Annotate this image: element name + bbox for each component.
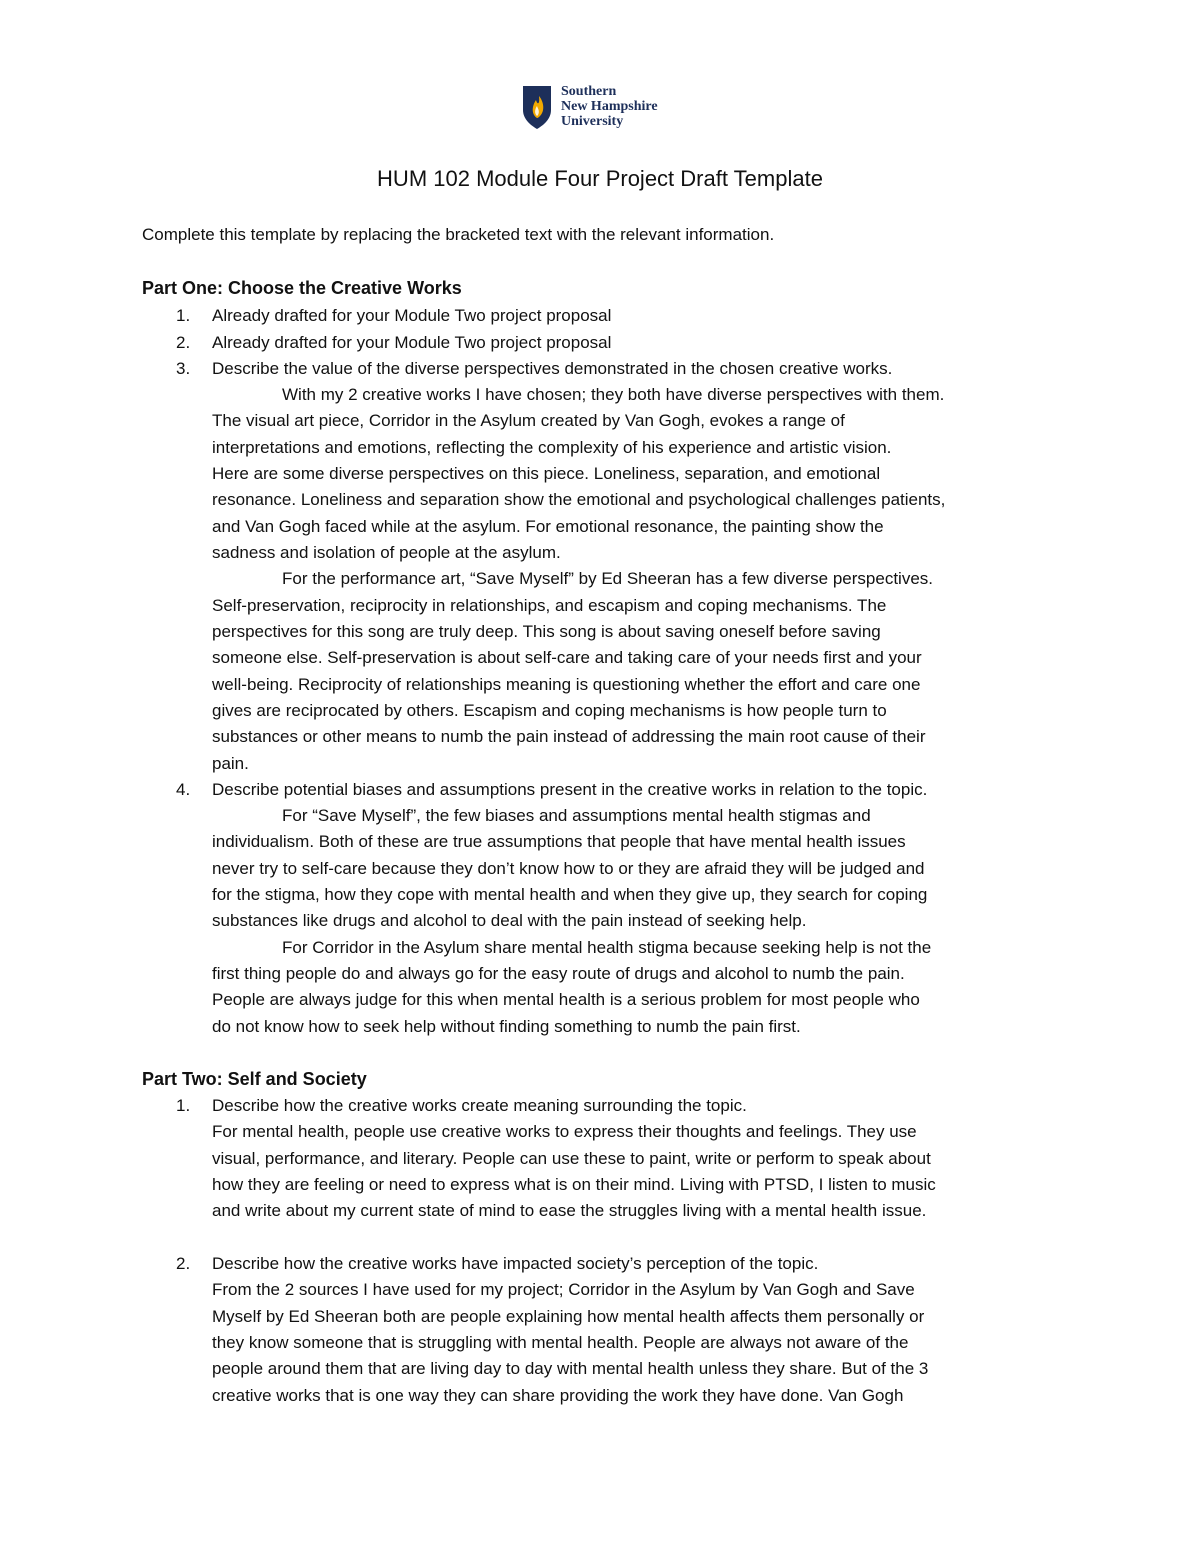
list-item-text-line: People are always judge for this when mental health is a serious problem for most people who [212, 990, 920, 1010]
list-item-text-line: For “Save Myself”, the few biases and assumptions mental health stigmas and [282, 805, 871, 825]
logo-wordmark [561, 84, 658, 129]
list-item-text-line: first thing people do and always go for the easy route of drugs and alcohol to numb the pain. [212, 963, 905, 983]
list-number: 1. [176, 1096, 191, 1115]
list-item-text-line: people around them that are living day to day with mental health unless they share. But of the 3 [212, 1359, 929, 1379]
list-item-text-line: Myself by Ed Sheeran both are people explaining how mental health affects them personally or [212, 1306, 925, 1326]
list-item-text-line: creative works that is one way they can share providing the work they have done. Van Gogh [212, 1385, 904, 1405]
list-item-text-line: they know someone that is struggling with mental health. People are always not aware of the [212, 1333, 909, 1353]
list-item-prompt: Already drafted for your Module Two project proposal [212, 306, 612, 325]
list-item-text-line: interpretations and emotions, reflecting the complexity of his experience and artistic vision. [212, 437, 892, 457]
list-item-text-line: well-being. Reciprocity of relationships meaning is questioning whether the effort and care one [212, 674, 921, 694]
list-number: 2. [176, 1254, 191, 1273]
list-item-text-line: individualism. Both of these are true assumptions that people that have mental health issues [212, 832, 906, 852]
page-title: HUM 102 Module Four Project Draft Template [377, 166, 823, 191]
intro-text: Complete this template by replacing the bracketed text with the relevant information. [142, 225, 775, 244]
list-item-text-line: visual, performance, and literary. People can use these to paint, write or perform to speak about [212, 1148, 931, 1168]
list-item-text-line: For mental health, people use creative works to express their thoughts and feelings. They use [212, 1122, 917, 1142]
logo-line: University [561, 114, 624, 129]
part-two-heading: Part Two: Self and Society [142, 1069, 367, 1089]
list-item-text-line: never try to self-care because they don’t know how to or they are afraid they will be judged and [212, 858, 925, 878]
part-one-heading: Part One: Choose the Creative Works [142, 278, 462, 298]
list-item-text-line: With my 2 creative works I have chosen; they both have diverse perspectives with them. [282, 384, 945, 404]
list-item-text-line: Self-preservation, reciprocity in relationships, and escapism and coping mechanisms. The [212, 595, 887, 615]
list-item-text-line: substances or other means to numb the pain instead of addressing the main root cause of their [212, 727, 926, 747]
list-item-text-line: Here are some diverse perspectives on this piece. Loneliness, separation, and emotional [212, 463, 881, 483]
list-item-text-line: perspectives for this song are truly deep. This song is about saving oneself before saving [212, 622, 881, 641]
logo-line: Southern [561, 84, 617, 99]
list-item-text-line: substances like drugs and alcohol to deal with the pain instead of seeking help. [212, 911, 807, 931]
list-item-text-line: For the performance art, “Save Myself” by Ed Sheeran has a few diverse perspectives. [282, 569, 934, 589]
list-item-text-line: do not know how to seek help without finding something to numb the pain first. [212, 1016, 801, 1036]
list-item-text-line: for the stigma, how they cope with mental health and when they give up, they search for coping [212, 884, 928, 904]
list-item-text-line: how they are feeling or need to express what is on their mind. Living with PTSD, I listen to music [212, 1175, 936, 1195]
list-number: 4. [176, 779, 191, 799]
list-item-text-line: sadness and isolation of people at the asylum. [212, 542, 561, 562]
list-item-text-line: The visual art piece, Corridor in the Asylum created by Van Gogh, evokes a range of [212, 411, 845, 431]
list-item-prompt: Describe the value of the diverse perspectives demonstrated in the chosen creative works. [212, 358, 893, 378]
university-logo [522, 84, 658, 130]
list-item-text-line: resonance. Loneliness and separation show the emotional and psychological challenges patients, [212, 490, 946, 510]
list-item-text-line: and Van Gogh faced while at the asylum. For emotional resonance, the painting show the [212, 516, 884, 536]
list-number: 2. [176, 332, 191, 352]
list-item-text-line: and write about my current state of mind to ease the struggles living with a mental health issue. [212, 1201, 927, 1221]
list-item-text-line: gives are reciprocated by others. Escapism and coping mechanisms is how people turn to [212, 701, 887, 721]
list-item-text-line: someone else. Self-preservation is about self-care and taking care of your needs first and your [212, 648, 922, 668]
logo-line: New Hampshire [561, 99, 658, 114]
list-item-prompt: Describe how the creative works create meaning surrounding the topic. [212, 1096, 747, 1115]
list-item-prompt: Describe how the creative works have impacted society’s perception of the topic. [212, 1254, 819, 1273]
list-number: 1. [176, 306, 191, 325]
shield-flame-icon [522, 84, 552, 130]
list-item-prompt: Describe potential biases and assumptions present in the creative works in relation to the topic. [212, 779, 928, 799]
list-item-text-line: From the 2 sources I have used for my project; Corridor in the Asylum by Van Gogh and Save [212, 1280, 915, 1300]
list-item-text-line: For Corridor in the Asylum share mental health stigma because seeking help is not the [282, 937, 932, 957]
list-item-prompt: Already drafted for your Module Two project proposal [212, 332, 612, 352]
list-number: 3. [176, 358, 191, 378]
list-item-text-line: pain. [212, 753, 249, 773]
